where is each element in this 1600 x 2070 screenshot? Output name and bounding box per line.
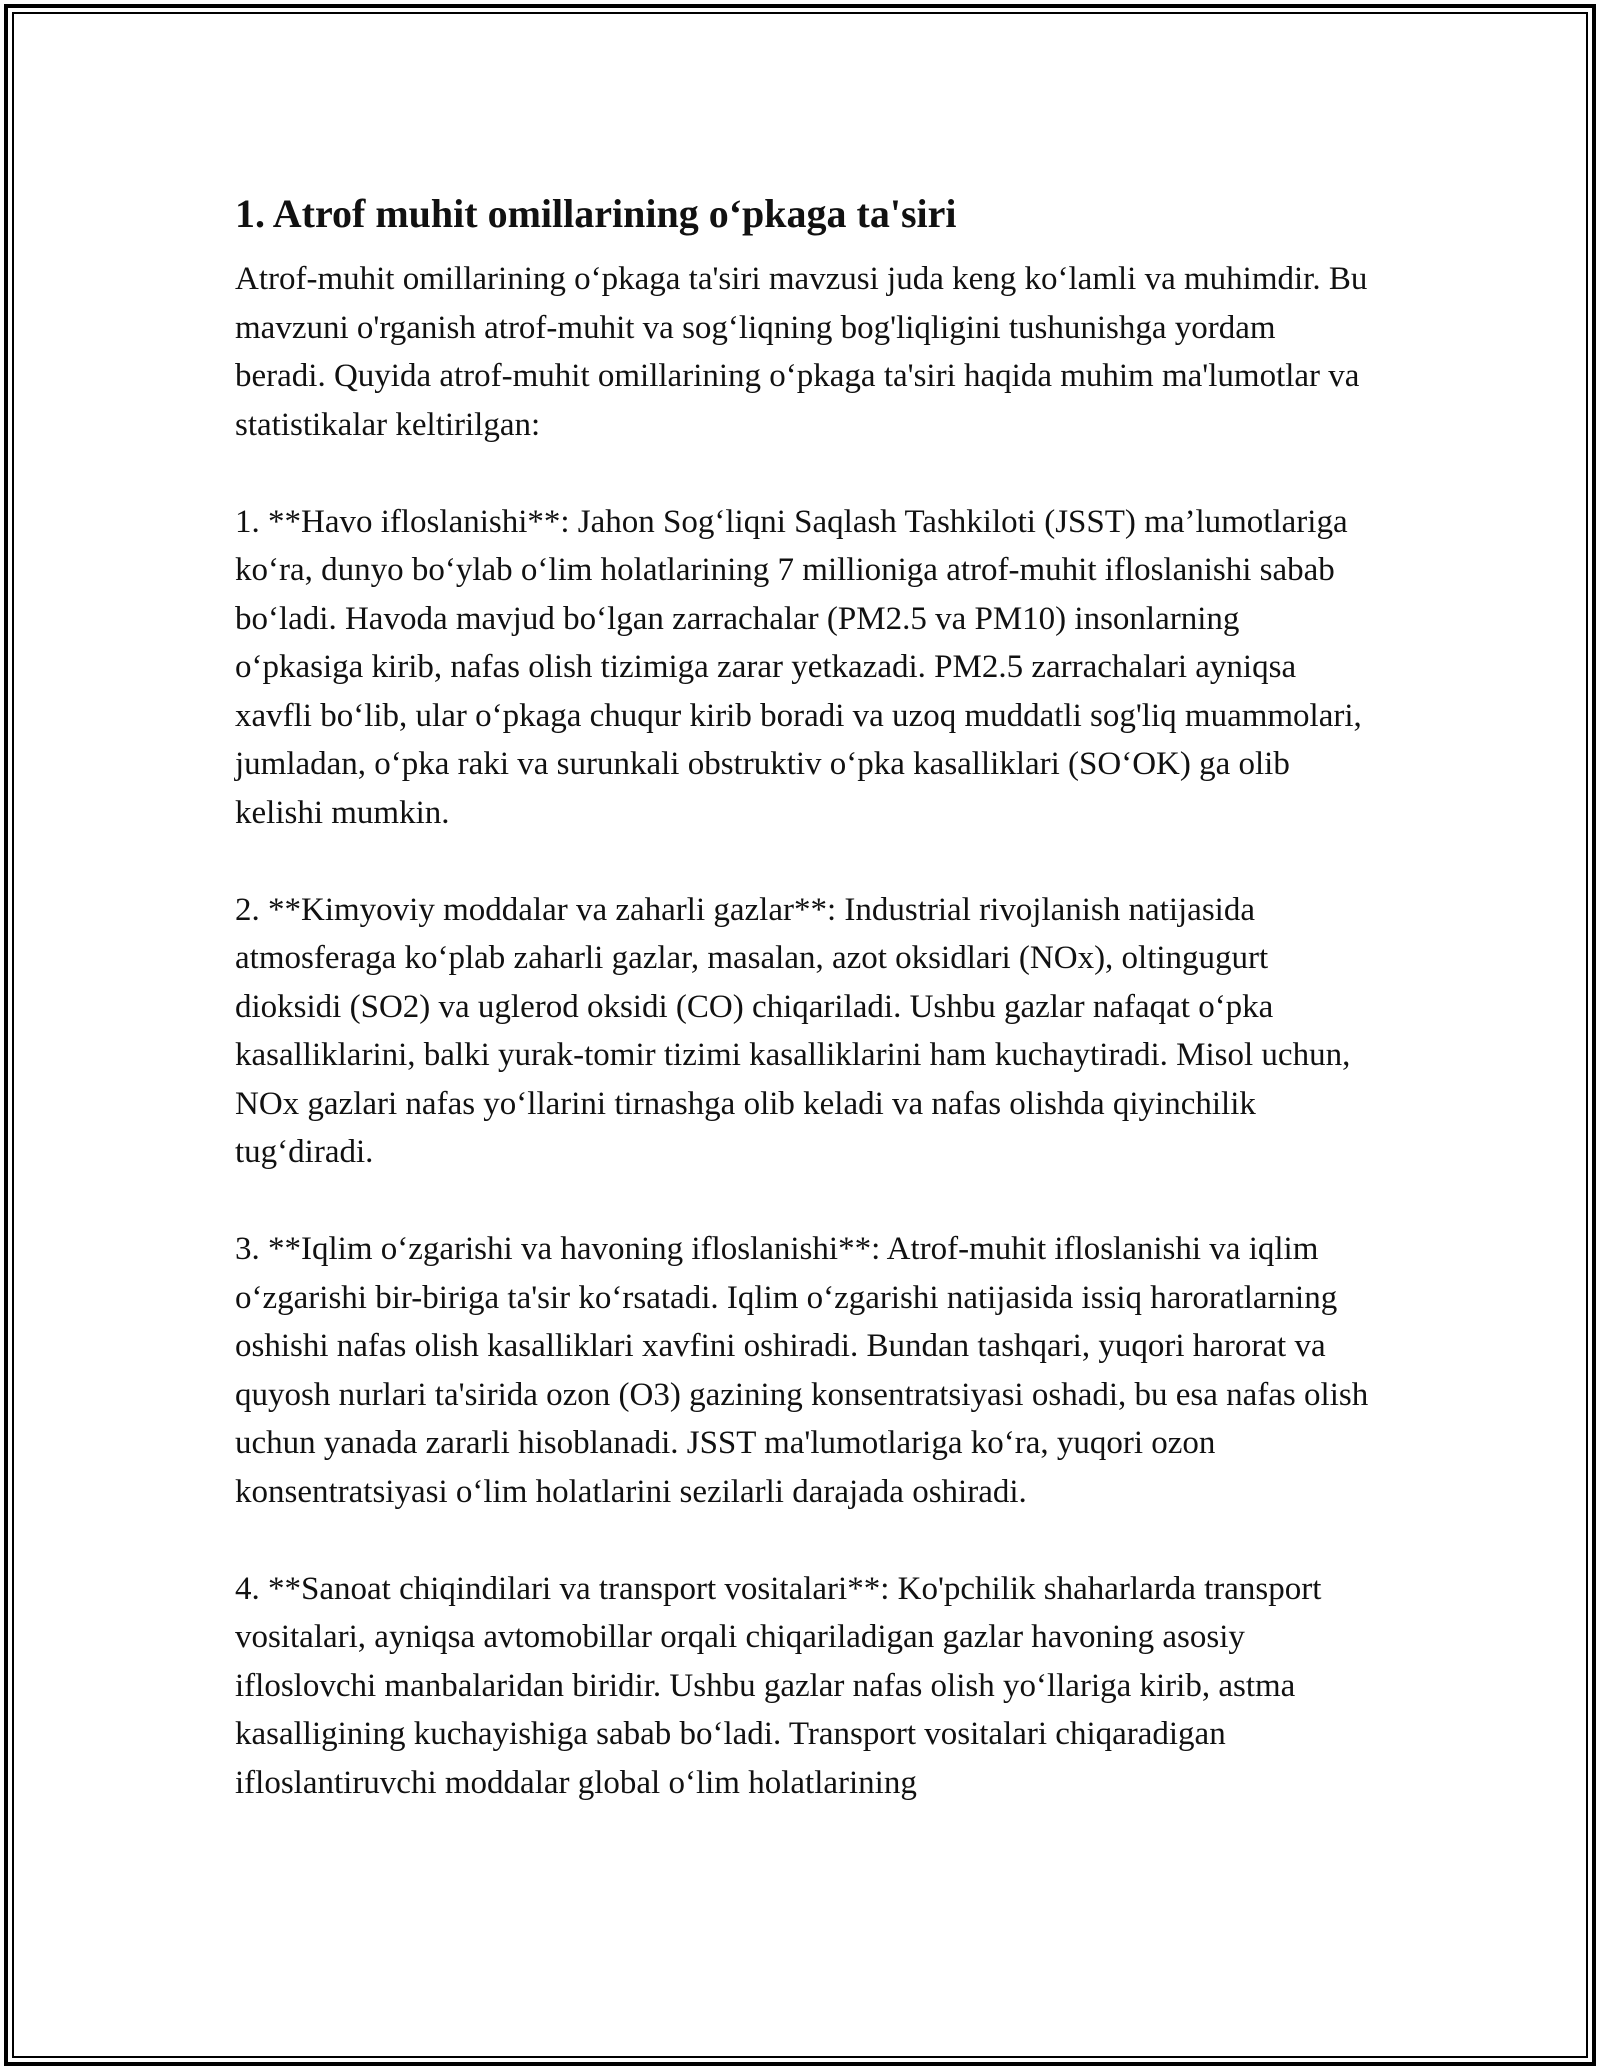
paragraph-air-pollution: 1. **Havo ifloslanishi**: Jahon Sog‘liqni Saqlash Tashkiloti (JSST) ma’lumotlariga ko‘ra, dunyo bo‘ylab o‘lim holatlarining 7 millioniga atrof-muhit ifloslanishi sabab bo‘ladi. Havoda mavjud bo‘lgan zarrachalar (PM2.5 va PM10) insonlarning o‘pkasiga kirib, nafas olish tizimiga zarar yetkazadi. PM2.5 zarrachalari ayniqsa xavfli bo‘lib, ular o‘pkaga chuqur kirib boradi va uzoq muddatli sog'liq muammolari, jumladan, o‘pka raki va surunkali obstruktiv o‘pka kasalliklari (SO‘OK) ga olib kelishi mumkin.: [235, 503, 1362, 831]
paragraph-chemical-gases: 2. **Kimyoviy moddalar va zaharli gazlar**: Industrial rivojlanish natijasida atmosferaga ko‘plab zaharli gazlar, masalan, azot oksidlari (NOx), oltingugurt dioksidi (SO2) va uglerod oksidi (CO) chiqariladi. Ushbu gazlar nafaqat o‘pka kasalliklarini, balki yurak-tomir tizimi kasalliklarini ham kuchaytiradi. Misol uchun, NOx gazlari nafas yo‘llarini tirnashga olib keladi va nafas olishda qiyinchilik tug‘diradi.: [235, 891, 1351, 1170]
paragraph-climate-change: 3. **Iqlim o‘zgarishi va havoning ifloslanishi**: Atrof-muhit ifloslanishi va iqlim o‘zgarishi bir-biriga ta'sir ko‘rsatadi. Iqlim o‘zgarishi natijasida issiq haroratlarning oshishi nafas olish kasalliklari xavfini oshiradi. Bundan tashqari, yuqori harorat va quyosh nurlari ta'sirida ozon (O3) gazining konsentratsiyasi oshadi, bu esa nafas olish uchun yanada zararli hisoblanadi. JSST ma'lumotlariga ko‘ra, yuqori ozon konsentratsiyasi o‘lim holatlarini sezilarli darajada oshiradi.: [235, 1231, 1369, 1510]
document-title: 1. Atrof muhit omillarining o‘pkaga ta'siri: [235, 191, 957, 236]
paragraph-industrial-transport: 4. **Sanoat chiqindilari va transport vositalari**: Ko'pchilik shaharlarda transport vositalari, ayniqsa avtomobillar orqali chiqariladigan gazlar havoning asosiy ifloslovchi manbalaridan biridir. Ushbu gazlar nafas olish yo‘llariga kirib, astma kasalligining kuchayishiga sabab bo‘ladi. Transport vositalari chiqaradigan ifloslantiruvchi moddalar global o‘lim holatlarining: [235, 1570, 1322, 1801]
paragraph-intro: Atrof-muhit omillarining o‘pkaga ta'siri mavzusi juda keng ko‘lamli va muhimdir. Bu mavzuni o'rganish atrof-muhit va sog‘liqning bog'liqligini tushunishga yordam beradi. Quyida atrof-muhit omillarining o‘pkaga ta'siri haqida muhim ma'lumotlar va statistikalar keltirilgan:: [235, 261, 1368, 443]
document-body: [235, 185, 1370, 1856]
